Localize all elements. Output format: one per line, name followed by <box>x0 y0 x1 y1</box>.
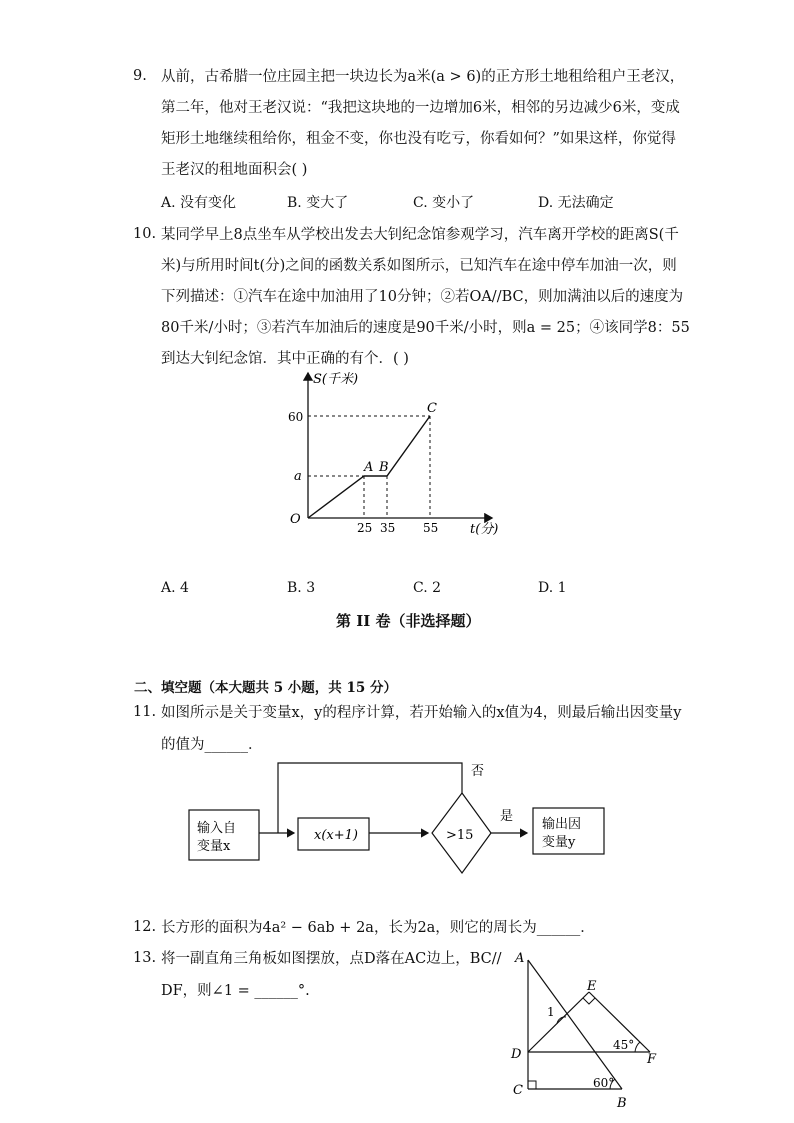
q13-number: 13. <box>133 950 157 966</box>
q12-number: 12. <box>133 919 157 935</box>
q10-line-5: 到达大钊纪念馆．其中正确的有个．( ) <box>161 351 409 367</box>
point-a-label: A <box>364 460 374 475</box>
label-f: F <box>647 1052 657 1067</box>
q10-line-1: 某同学早上8点坐车从学校出发去大钊纪念馆参观学习，汽车离开学校的距离S(千 <box>161 227 679 243</box>
q10-line-4: 80千米/小时；③若汽车加油后的速度是90千米/小时，则a = 25；④该同学8：55 <box>161 320 690 336</box>
origin-label: O <box>290 512 301 527</box>
y-axis-label: S(千米) <box>313 372 359 387</box>
side-ab <box>528 960 622 1089</box>
q10-option-d: D. 1 <box>538 580 567 596</box>
q9-line-2: 第二年，他对王老汉说：“我把这块地的一边增加6米，相邻的另边减少6米，变成 <box>161 100 680 116</box>
label-45: 45° <box>613 1038 635 1052</box>
distance-time-graph <box>280 365 520 545</box>
input-text-line2: 变量x <box>197 839 231 854</box>
q9-line-3: 矩形土地继续租给你，租金不变，你也没有吃亏，你看如何？”如果这样，你觉得 <box>161 131 676 147</box>
label-c: C <box>513 1083 523 1098</box>
y-tick-60: 60 <box>288 410 304 424</box>
q13-line-2: DF，则∠1 = ______°. <box>161 983 310 999</box>
q9-option-b: B. 变大了 <box>287 195 349 211</box>
angle-45-arc <box>635 1042 640 1052</box>
q9-line-1: 从前，古希腊一位庄园主把一块边长为a米(a > 6)的正方形土地租给租户王老汉， <box>161 69 685 85</box>
right-angle-e <box>583 998 595 1004</box>
yes-label: 是 <box>500 809 514 824</box>
point-b-label: B <box>379 460 389 475</box>
label-1: 1 <box>547 1005 555 1019</box>
volume-title: 第 II 卷（非选择题） <box>336 612 481 630</box>
q11-number: 11. <box>133 704 157 720</box>
q10-number: 10. <box>133 226 157 242</box>
q11-line-1: 如图所示是关于变量x，y的程序计算，若开始输入的x值为4，则最后输出因变量y <box>161 705 682 721</box>
decision-text: >15 <box>446 828 474 843</box>
label-b: B <box>617 1096 627 1111</box>
y-tick-a: a <box>294 469 302 484</box>
no-label: 否 <box>471 764 485 779</box>
input-text-line1: 输入自 <box>197 821 237 836</box>
q13-line-1: 将一副直角三角板如图摆放，点D落在AC边上，BC// <box>161 951 502 967</box>
q10-option-c: C. 2 <box>413 580 442 596</box>
x-tick-25: 25 <box>357 521 373 535</box>
q10-line-3: 下列描述：①汽车在途中加油用了10分钟；②若OA//BC，则加满油以后的速度为 <box>161 289 684 305</box>
point-c-label: C <box>427 401 437 416</box>
q9-number: 9. <box>133 68 147 84</box>
section-title: 二、填空题（本大题共 5 小题，共 15 分） <box>134 680 397 696</box>
q10-option-b: B. 3 <box>287 580 316 596</box>
x-axis-label: t(分) <box>470 522 499 537</box>
q12-line: 长方形的面积为4a² − 6ab + 2a，长为2a，则它的周长为______． <box>161 920 595 936</box>
triangle-figure <box>505 945 675 1115</box>
output-text-line2: 变量y <box>542 835 576 850</box>
q9-option-c: C. 变小了 <box>413 195 475 211</box>
label-d: D <box>511 1047 522 1062</box>
x-tick-55: 55 <box>423 521 439 535</box>
process-text: x(x+1) <box>314 828 358 843</box>
output-text-line1: 输出因 <box>542 817 582 832</box>
flowchart <box>180 755 620 880</box>
q10-line-2: 米)与所用时间t(分)之间的函数关系如图所示，已知汽车在途中停车加油一次，则 <box>161 258 677 274</box>
label-e: E <box>587 979 597 994</box>
q9-line-4: 王老汉的租地面积会( ) <box>161 162 308 178</box>
label-a: A <box>515 951 525 966</box>
q11-line-2: 的值为______． <box>161 737 263 753</box>
x-tick-35: 35 <box>380 521 396 535</box>
label-60: 60° <box>593 1076 615 1090</box>
right-angle-c <box>528 1081 536 1089</box>
q10-option-a: A. 4 <box>161 580 189 596</box>
q9-option-d: D. 无法确定 <box>538 195 614 211</box>
q9-option-a: A. 没有变化 <box>161 195 237 211</box>
